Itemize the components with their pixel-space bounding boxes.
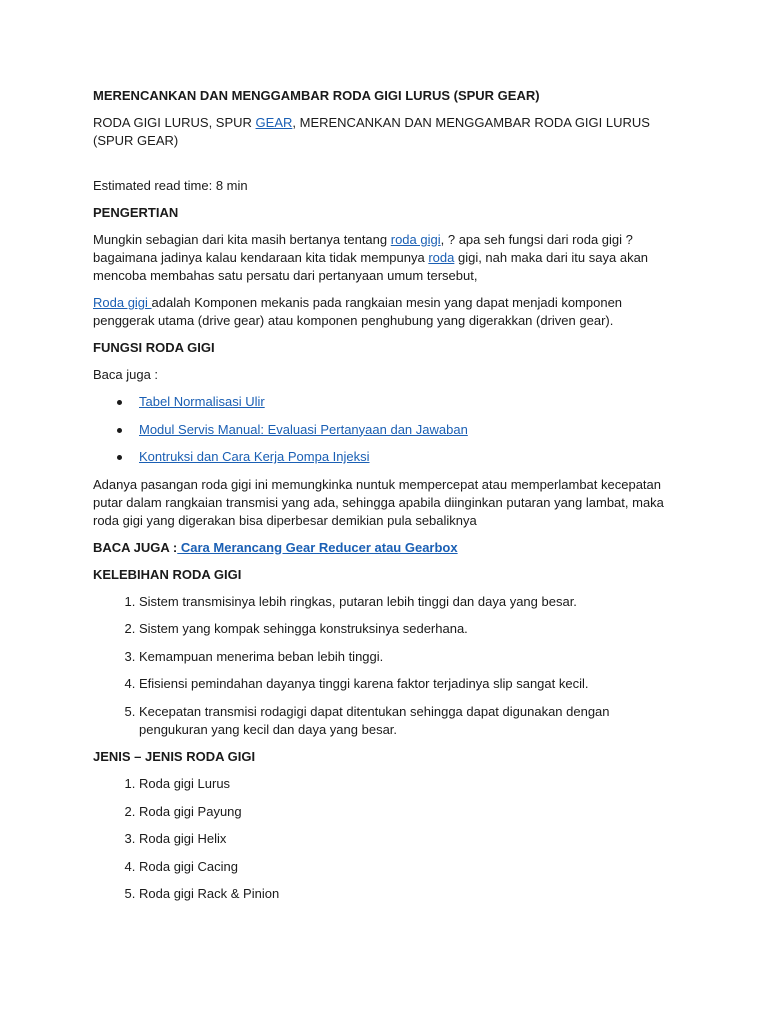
roda-link[interactable]: roda xyxy=(428,250,455,265)
heading-kelebihan: KELEBIHAN RODA GIGI xyxy=(93,566,242,582)
heading-pengertian: PENGERTIAN xyxy=(93,205,179,220)
baca-juga-label-bold: BACA JUGA : xyxy=(93,539,178,555)
list-item: 5. Kecepatan transmisi rodagigi dapat ditentukan sehingga dapat digunakan dengan pengukuran yang kecil dan daya yang besar. xyxy=(139,703,668,739)
jenis-list xyxy=(93,775,668,903)
baca-juga-label: Baca juga : xyxy=(93,367,159,382)
gear-link[interactable]: GEAR xyxy=(255,115,293,130)
list-item: 3. Kemampuan menerima beban lebih tinggi. xyxy=(139,648,668,666)
related-link-kontruksi-pompa-injeksi[interactable]: Kontruksi dan Cara Kerja Pompa Injeksi xyxy=(139,449,370,464)
list-item: 5. Roda gigi Rack & Pinion xyxy=(139,885,668,903)
pengertian-p2-text: adalah Komponen mekanis pada rangkaian mesin yang dapat menjadi komponen penggerak utama (drive gear) atau komponen penghubung yang digerakkan (driven gear). xyxy=(93,295,623,328)
related-links-list xyxy=(93,393,668,466)
list-item: 4. Roda gigi Cacing xyxy=(139,858,668,876)
related-link-tabel-normalisasi-ulir[interactable]: Tabel Normalisasi Ulir xyxy=(139,394,265,409)
list-item: 3. Roda gigi Helix xyxy=(139,830,668,848)
list-item: 2. Roda gigi Payung xyxy=(139,803,668,821)
roda-gigi-link[interactable]: roda gigi xyxy=(390,232,441,247)
gear-reducer-link[interactable]: Cara Merancang Gear Reducer atau Gearbox xyxy=(177,539,458,555)
subtitle-line xyxy=(93,114,668,150)
baca-juga-gearbox-line xyxy=(93,539,668,557)
kelebihan-list xyxy=(93,593,668,739)
blank-line xyxy=(93,159,668,177)
list-item xyxy=(139,448,668,466)
pengertian-paragraph-1 xyxy=(93,231,668,285)
list-item xyxy=(139,393,668,411)
read-time: Estimated read time: 8 min xyxy=(93,178,248,193)
pengertian-paragraph-2 xyxy=(93,294,668,330)
list-item xyxy=(139,421,668,439)
roda-gigi-definition-link[interactable]: Roda gigi xyxy=(93,295,152,310)
list-item: 1. Sistem transmisinya lebih ringkas, putaran lebih tinggi dan daya yang besar. xyxy=(139,593,668,611)
list-item: 4. Efisiensi pemindahan dayanya tinggi karena faktor terjadinya slip sangat kecil. xyxy=(139,675,668,693)
pengertian-p1-text-mid: , ? apa seh fungsi dari roda gigi ? bagaimana jadinya kalau kendaraan kita tidak mempunya xyxy=(93,232,633,265)
heading-jenis: JENIS – JENIS RODA GIGI xyxy=(93,749,256,764)
related-link-modul-servis-manual[interactable]: Modul Servis Manual: Evaluasi Pertanyaan dan Jawaban xyxy=(139,421,468,437)
heading-fungsi: FUNGSI RODA GIGI xyxy=(93,340,215,355)
list-item: 2. Sistem yang kompak sehingga konstruksinya sederhana. xyxy=(139,620,668,638)
subtitle-text-before: RODA GIGI LURUS, SPUR xyxy=(93,115,256,130)
pengertian-p1-text-before: Mungkin sebagian dari kita masih bertanya tentang xyxy=(93,232,391,247)
pengertian-p1-text-after: gigi, nah maka dari itu saya akan mencoba membahas satu persatu dari pertanyaan umum tersebut, xyxy=(93,250,649,283)
list-item: 1. Roda gigi Lurus xyxy=(139,775,668,793)
subtitle-text-after: , MERENCANKAN DAN MENGGAMBAR RODA GIGI LURUS (SPUR GEAR) xyxy=(93,115,650,148)
document-title: MERENCANKAN DAN MENGGAMBAR RODA GIGI LURUS (SPUR GEAR) xyxy=(93,88,540,103)
fungsi-paragraph: Adanya pasangan roda gigi ini memungkinka nuntuk mempercepat atau memperlambat kecepatan putar dalam rangkaian transmisi yang ada, sehingga apabila diinginkan putaran yang lambat, maka roda gigi yang digerakan bisa diperbesar demikian pula sebaliknya xyxy=(93,476,664,528)
